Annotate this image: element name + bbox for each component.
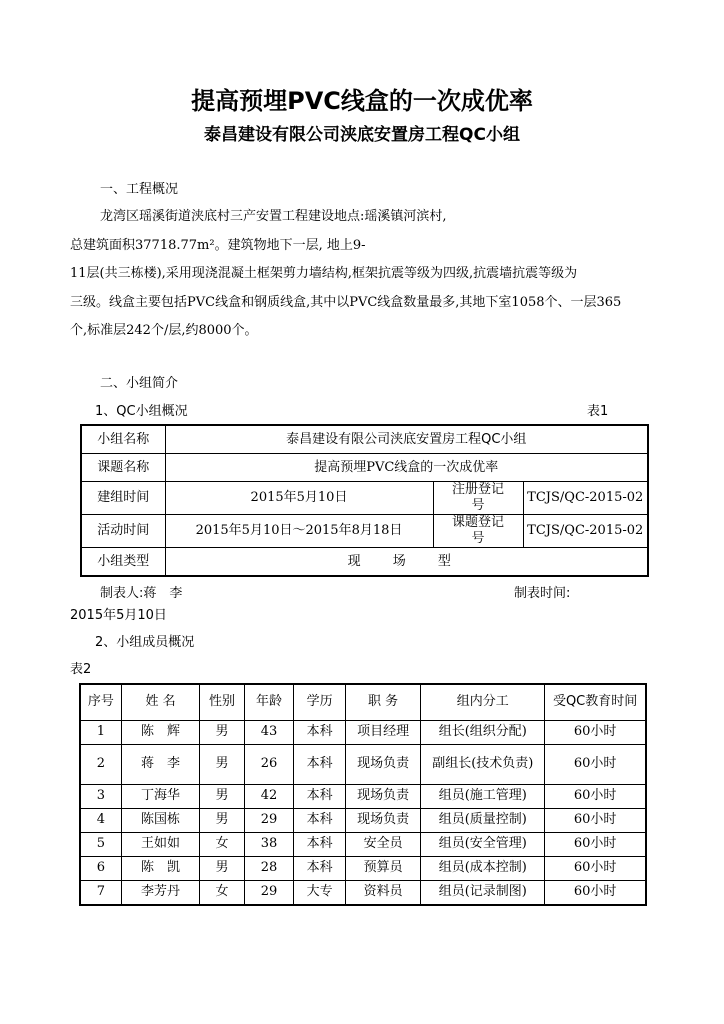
subheading-qc-overview: 1、QC小组概况 <box>95 404 188 419</box>
name-cell: 丁海华 <box>121 784 199 808</box>
role-cell: 组员(记录制图) <box>421 880 545 905</box>
age-cell: 28 <box>244 856 294 880</box>
age-cell: 38 <box>244 832 294 856</box>
table-header-row <box>80 684 646 720</box>
position-cell: 现场负责 <box>345 784 420 808</box>
header-cell: 年龄 <box>244 684 294 720</box>
gender-cell: 女 <box>200 832 244 856</box>
topic-label: 课题名称 <box>81 454 165 482</box>
role-cell: 组员(安全管理) <box>421 832 545 856</box>
founded-value: 2015年5月10日 <box>165 482 433 515</box>
age-cell: 43 <box>244 720 294 744</box>
members-table <box>79 683 647 906</box>
name-cell: 李芳丹 <box>121 880 199 905</box>
table-row <box>80 720 646 744</box>
training-cell: 60小时 <box>545 808 646 832</box>
table-row <box>80 832 646 856</box>
training-cell: 60小时 <box>545 784 646 808</box>
header-cell: 学历 <box>294 684 346 720</box>
education-cell: 本科 <box>294 720 346 744</box>
overview-line: 龙湾区瑶溪街道浃底村三产安置工程建设地点:瑶溪镇河滨村, <box>100 209 447 224</box>
role-cell: 副组长(技术负责) <box>421 744 545 784</box>
role-cell: 组员(施工管理) <box>421 784 545 808</box>
group-name-value: 泰昌建设有限公司浃底安置房工程QC小组 <box>165 425 648 454</box>
index-cell: 1 <box>80 720 121 744</box>
section-heading-overview: 一、工程概况 <box>100 182 179 197</box>
age-cell: 29 <box>244 808 294 832</box>
type-label: 小组类型 <box>81 548 165 577</box>
table-row <box>80 880 646 905</box>
table-row <box>80 784 646 808</box>
topic-value: 提高预埋PVC线盒的一次成优率 <box>165 454 648 482</box>
table-row <box>81 548 648 577</box>
position-cell: 安全员 <box>345 832 420 856</box>
document-subtitle: 泰昌建设有限公司浃底安置房工程QC小组 <box>204 125 520 145</box>
reg-value: TCJS/QC-2015-02 <box>523 482 648 515</box>
activity-label: 活动时间 <box>81 515 165 548</box>
name-cell: 蒋 李 <box>121 744 199 784</box>
founded-label: 建组时间 <box>81 482 165 515</box>
gender-cell: 男 <box>200 856 244 880</box>
table-row <box>81 425 648 454</box>
overview-line: 三级。线盒主要包括PVC线盒和钢质线盒,其中以PVC线盒数量最多,其地下室1058个、一层365 <box>70 295 622 310</box>
education-cell: 大专 <box>294 880 346 905</box>
topic-reg-value: TCJS/QC-2015-02 <box>523 515 648 548</box>
index-cell: 6 <box>80 856 121 880</box>
gender-cell: 男 <box>200 808 244 832</box>
header-cell: 组内分工 <box>421 684 545 720</box>
table-row <box>81 515 648 548</box>
table-row <box>80 808 646 832</box>
section-heading-group: 二、小组简介 <box>100 376 179 391</box>
header-cell: 性别 <box>200 684 244 720</box>
age-cell: 26 <box>244 744 294 784</box>
qc-group-table <box>80 424 649 577</box>
education-cell: 本科 <box>294 784 346 808</box>
name-cell: 陈 凯 <box>121 856 199 880</box>
table-row <box>80 856 646 880</box>
position-cell: 项目经理 <box>345 720 420 744</box>
header-cell: 姓 名 <box>121 684 199 720</box>
name-cell: 陈国栋 <box>121 808 199 832</box>
name-cell: 陈 辉 <box>121 720 199 744</box>
reg-label: 注册登记号 <box>433 482 523 515</box>
training-cell: 60小时 <box>545 720 646 744</box>
document-title: 提高预埋PVC线盒的一次成优率 <box>191 87 533 115</box>
header-cell: 序号 <box>80 684 121 720</box>
role-cell: 组员(成本控制) <box>421 856 545 880</box>
group-name-label: 小组名称 <box>81 425 165 454</box>
topic-reg-label: 课题登记号 <box>433 515 523 548</box>
education-cell: 本科 <box>294 856 346 880</box>
index-cell: 2 <box>80 744 121 784</box>
index-cell: 7 <box>80 880 121 905</box>
gender-cell: 男 <box>200 744 244 784</box>
role-cell: 组员(质量控制) <box>421 808 545 832</box>
age-cell: 29 <box>244 880 294 905</box>
position-cell: 预算员 <box>345 856 420 880</box>
training-cell: 60小时 <box>545 880 646 905</box>
gender-cell: 女 <box>200 880 244 905</box>
gender-cell: 男 <box>200 784 244 808</box>
index-cell: 4 <box>80 808 121 832</box>
header-cell: 受QC教育时间 <box>545 684 646 720</box>
make-date: 2015年5月10日 <box>70 608 167 623</box>
table2-label: 表2 <box>70 662 92 677</box>
education-cell: 本科 <box>294 744 346 784</box>
subheading-members: 2、小组成员概况 <box>95 635 195 650</box>
training-cell: 60小时 <box>545 832 646 856</box>
name-cell: 王如如 <box>121 832 199 856</box>
education-cell: 本科 <box>294 808 346 832</box>
index-cell: 5 <box>80 832 121 856</box>
table-maker: 制表人:蒋 李 <box>100 586 183 601</box>
table-row <box>81 454 648 482</box>
age-cell: 42 <box>244 784 294 808</box>
type-value: 现 场 型 <box>165 548 648 577</box>
overview-line: 总建筑面积37718.77m²。建筑物地下一层, 地上9- <box>70 238 366 253</box>
activity-value: 2015年5月10日～2015年8月18日 <box>165 515 433 548</box>
table-row <box>81 482 648 515</box>
table1-label: 表1 <box>587 404 609 419</box>
position-cell: 资料员 <box>345 880 420 905</box>
education-cell: 本科 <box>294 832 346 856</box>
overview-line: 个,标准层242个/层,约8000个。 <box>70 323 258 338</box>
overview-line: 11层(共三栋楼),采用现浇混凝土框架剪力墙结构,框架抗震等级为四级,抗震墙抗震等级为 <box>70 266 578 281</box>
training-cell: 60小时 <box>545 856 646 880</box>
training-cell: 60小时 <box>545 744 646 784</box>
position-cell: 现场负责 <box>345 808 420 832</box>
table-row <box>80 744 646 784</box>
gender-cell: 男 <box>200 720 244 744</box>
position-cell: 现场负责 <box>345 744 420 784</box>
header-cell: 职 务 <box>345 684 420 720</box>
make-time-label: 制表时间: <box>514 586 571 601</box>
index-cell: 3 <box>80 784 121 808</box>
role-cell: 组长(组织分配) <box>421 720 545 744</box>
